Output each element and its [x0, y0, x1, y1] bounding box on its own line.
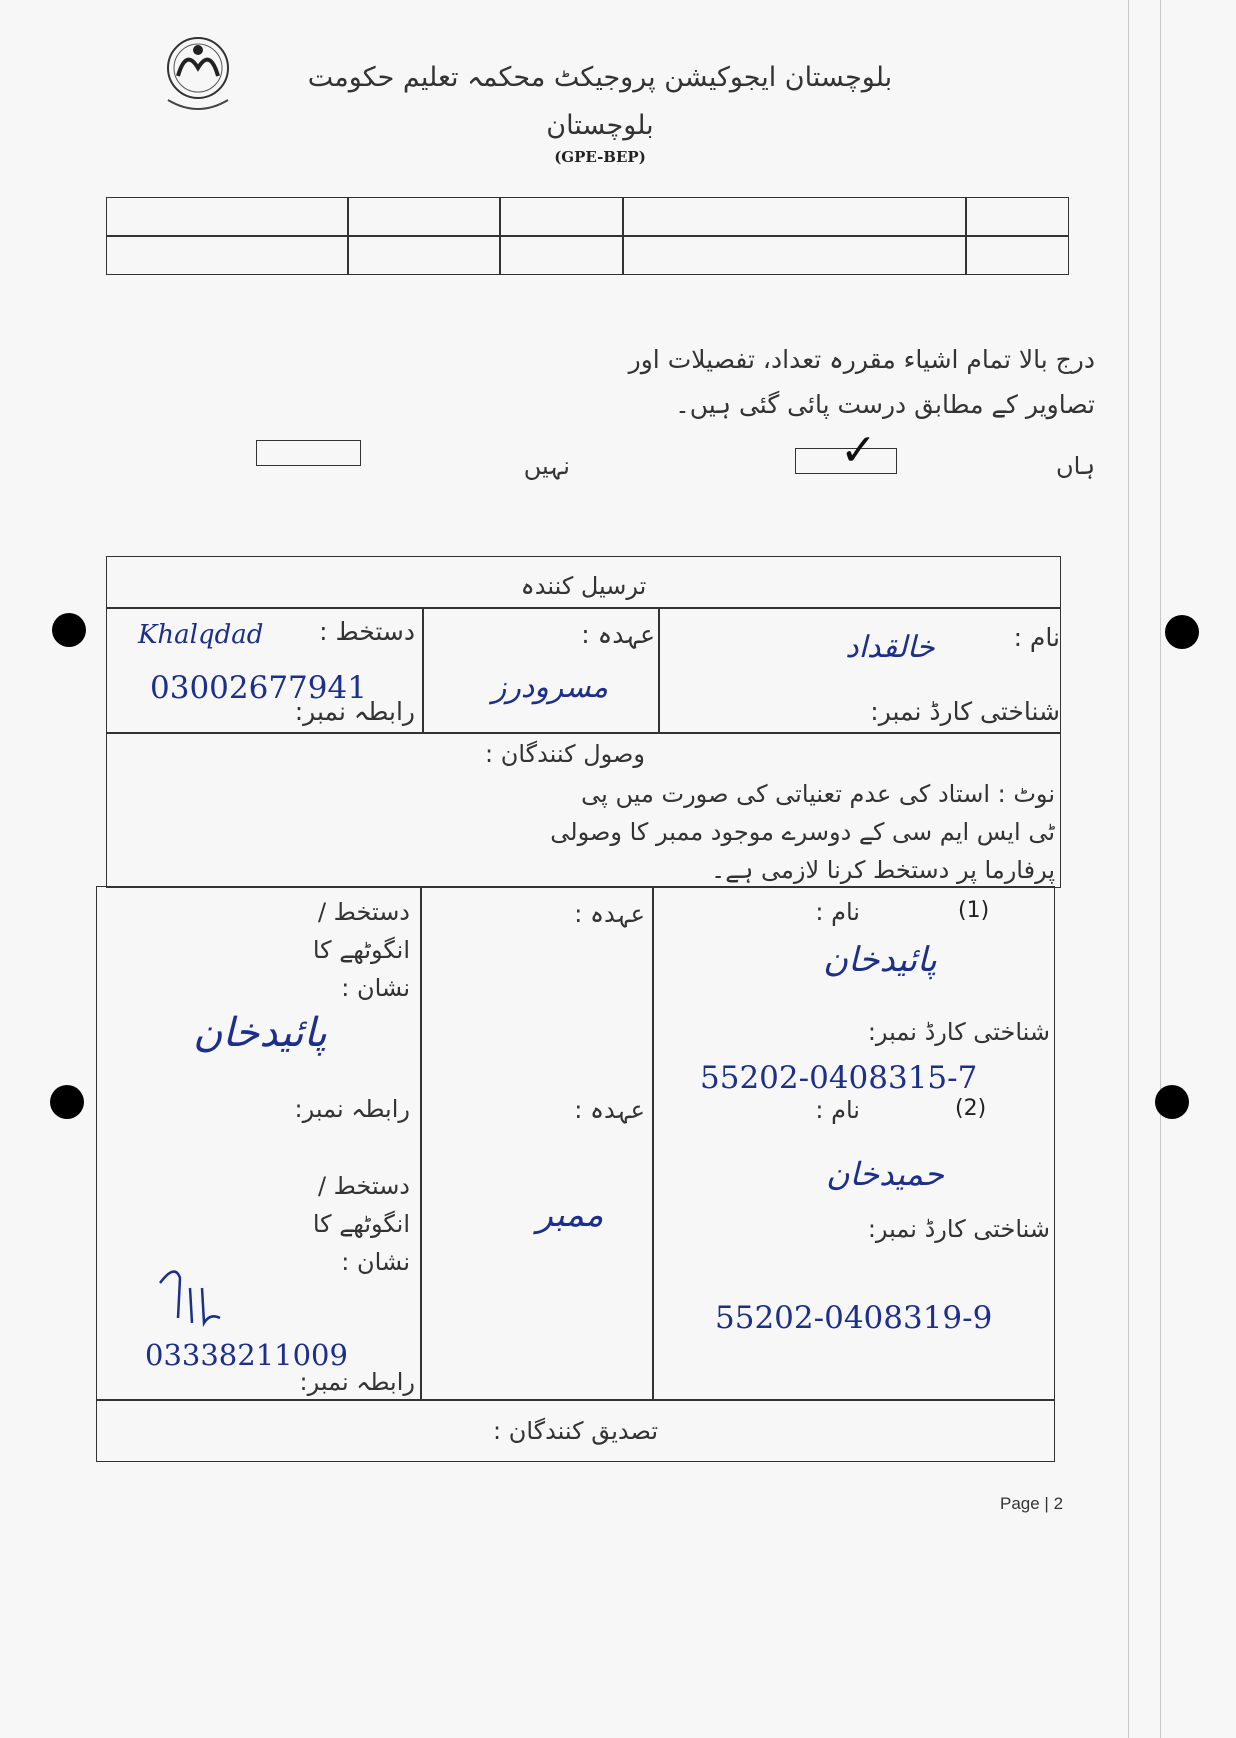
receiver-2-cnic-value: 55202-0408319-9 — [715, 1300, 993, 1336]
receiver-1-sign-label-2: انگوٹھے کا — [312, 936, 410, 964]
receiver-2-contact-value: 03338211009 — [145, 1338, 348, 1372]
receivers-heading: وصول کنندگان : — [484, 740, 646, 768]
receiver-2-thumb-signature-icon — [150, 1258, 240, 1338]
receiver-2-designation-value: ممبر — [536, 1195, 604, 1235]
sender-contact-value: 03002677941 — [150, 670, 367, 706]
receiver-2-contact-label: رابطہ نمبر: — [299, 1368, 415, 1396]
receiver-2-cnic-label: شناختی کارڈ نمبر: — [867, 1215, 1050, 1243]
sender-signature-label: دستخط : — [319, 617, 415, 646]
receiver-2-sign-label-2: انگوٹھے کا — [312, 1210, 410, 1238]
punch-hole — [52, 613, 86, 647]
sender-heading: ترسیل کنندہ — [520, 572, 647, 600]
confirmation-line-1: درج بالا تمام اشیاء مقررہ تعداد، تفصیلات اور — [628, 345, 1095, 374]
verifiers-heading: تصدیق کنندگان : — [493, 1417, 658, 1445]
scan-edge — [1160, 0, 1161, 1738]
page-number: Page | 2 — [1000, 1494, 1064, 1513]
punch-hole — [1165, 615, 1199, 649]
note-line-2: ٹی ایس ایم سی کے دوسرے موجود ممبر کا وصولی — [550, 818, 1055, 846]
no-checkbox[interactable] — [256, 440, 361, 466]
receiver-1-cnic-label: شناختی کارڈ نمبر: — [867, 1018, 1050, 1046]
receiver-1-cnic-value: 55202-0408315-7 — [700, 1060, 978, 1096]
receiver-1-number: (1) — [958, 898, 990, 923]
yes-check-mark: ✓ — [840, 425, 877, 476]
sender-contact-label: رابطہ نمبر: — [294, 697, 415, 726]
header-title-line2: بلوچستان — [546, 110, 654, 141]
sender-cnic-label: شناختی کارڈ نمبر: — [870, 697, 1060, 726]
sender-designation-label: عہدہ : — [581, 620, 655, 649]
confirmation-line-2: تصاویر کے مطابق درست پائی گئی ہیں۔ — [675, 390, 1095, 419]
receiver-2-sign-label-3: نشان : — [341, 1248, 410, 1276]
sender-name-value: خالقداد — [845, 630, 935, 665]
receiver-2-name-value: حمیدخان — [826, 1155, 944, 1193]
items-table — [106, 197, 1069, 275]
sender-designation-value: مسرودرز — [491, 670, 609, 705]
header-code: (GPE-BEP) — [554, 148, 646, 166]
receiver-2-number: (2) — [955, 1096, 987, 1121]
note-line-3: پرفارما پر دستخط کرنا لازمی ہے۔ — [711, 856, 1055, 884]
punch-hole — [1155, 1085, 1189, 1119]
receiver-2-name-label: نام : — [815, 1096, 860, 1124]
punch-hole — [50, 1085, 84, 1119]
receiver-1-sign-label-3: نشان : — [341, 974, 410, 1002]
sender-signature-value: Khalqdad — [138, 620, 264, 650]
receiver-1-name-label: نام : — [815, 898, 860, 926]
receiver-1-designation-label: عہدہ : — [574, 900, 645, 928]
receiver-1-name-value: پائیدخان — [823, 940, 937, 980]
yes-label: ہاں — [1056, 452, 1095, 480]
receiver-1-sign-label-1: دستخط / — [317, 898, 410, 926]
scan-edge — [1128, 0, 1129, 1738]
receiver-2-designation-label: عہدہ : — [574, 1096, 645, 1124]
receiver-1-contact-label: رابطہ نمبر: — [294, 1095, 410, 1123]
sender-name-label: نام : — [1013, 623, 1060, 652]
receiver-1-sign-value: پائیدخان — [193, 1010, 327, 1056]
no-label: نہیں — [523, 452, 570, 480]
receiver-2-sign-label-1: دستخط / — [317, 1172, 410, 1200]
header-title: بلوچستان ایجوکیشن پروجیکٹ محکمہ تعلیم حکومت — [307, 62, 893, 93]
note-line-1: نوٹ : استاد کی عدم تعنیاتی کی صورت میں پی — [581, 780, 1055, 808]
